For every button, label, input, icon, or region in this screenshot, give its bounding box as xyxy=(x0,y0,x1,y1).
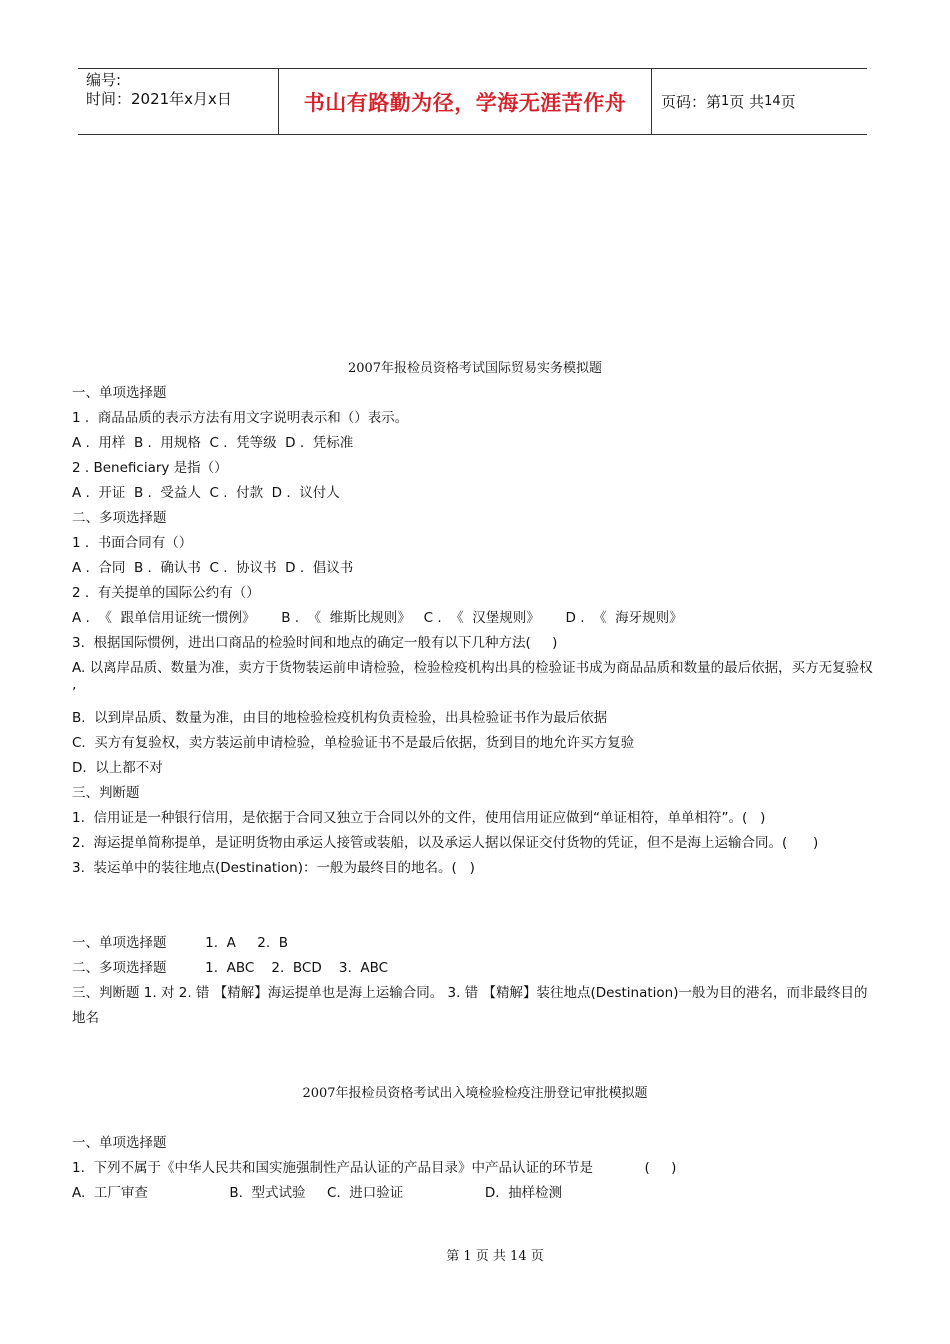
doc2-line: A. 工厂审查 B. 型式试验 C. 进口验证 D. 抽样检测 xyxy=(72,1185,563,1201)
doc2-line: 一、单项选择题 xyxy=(72,1135,167,1151)
doc1-line: 2 . Beneficiary 是指（） xyxy=(72,460,228,476)
doc1-line: 1 . 书面合同有（） xyxy=(72,535,193,551)
doc1-line: 1 . 商品品质的表示方法有用文字说明表示和（）表示。 xyxy=(72,410,409,426)
doc1-line: 3. 装运单中的装往地点(Destination)：一般为最终目的地名。( ) xyxy=(72,860,475,876)
doc-time-label: 时间：2021年x月x日 xyxy=(86,90,232,108)
page-total: 14 xyxy=(764,94,781,109)
doc1-line: 3. 根据国际惯例，进出口商品的检验时间和地点的确定一般有以下几种方法( ) xyxy=(72,635,558,651)
doc-number-label: 编号: xyxy=(86,71,122,89)
answer-line: 一、单项选择题 1. A 2. B xyxy=(72,935,288,951)
page-header xyxy=(78,68,867,135)
answer-judge: 三、判断题 1. 对 2. 错 【精解】海运提单也是海上运输合同。 3. 错 【精解】装往地点(Destination)一般为目的港名，而非最终目的地名 xyxy=(72,985,868,1026)
doc1-line: 一、单项选择题 xyxy=(72,385,167,401)
doc2-line: 1. 下列不属于《中华人民共和国实施强制性产品认证的产品目录》中产品认证的环节是 ( ) xyxy=(72,1160,677,1176)
doc1-option-a: A. 以离岸品质、数量为准，卖方于货物装运前申请检验，检验检疫机构出具的检验证书成为商品品质和数量的最后依据，买方无复验权 ’ xyxy=(72,660,873,701)
header-page-info xyxy=(652,69,867,134)
doc1-line: A . 用样 B . 用规格 C . 凭等级 D . 凭标准 xyxy=(72,435,354,451)
doc1-line: 2 . 有关提单的国际公约有（） xyxy=(72,585,260,601)
doc1-line: A . 《 跟单信用证统一惯例》 B . 《 维斯比规则》 C . 《 汉堡规则》 D . 《 海牙规则》 xyxy=(72,610,683,626)
doc2-title: 2007年报检员资格考试出入境检验检疫注册登记审批模拟题 xyxy=(302,1086,648,1101)
doc1-line: D. 以上都不对 xyxy=(72,760,163,776)
header-motto-cell xyxy=(279,69,652,134)
page-label: 页码：第 xyxy=(661,93,722,111)
page-end: 页 xyxy=(780,93,796,111)
doc2-lines xyxy=(72,1131,878,1206)
doc1-line: A . 合同 B . 确认书 C . 协议书 D . 倡议书 xyxy=(72,560,354,576)
page-footer: 第 1 页 共 14 页 xyxy=(446,1249,544,1264)
page-mid: 页 共 xyxy=(729,93,765,111)
doc1-line: 1. 信用证是一种银行信用，是依据于合同又独立于合同以外的文件，使用信用证应做到“单证相符，单单相符”。( ) xyxy=(72,810,766,826)
doc1-line: 三、判断题 xyxy=(72,785,140,801)
header-info xyxy=(78,69,279,134)
answer-line: 二、多项选择题 1. ABC 2. BCD 3. ABC xyxy=(72,960,389,976)
doc1-line: B. 以到岸品质、数量为准，由目的地检验检疫机构负责检验，出具检验证书作为最后依据 xyxy=(72,710,608,726)
doc1-title: 2007年报检员资格考试国际贸易实务模拟题 xyxy=(347,361,603,376)
doc1-line: 2. 海运提单简称提单，是证明货物由承运人接管或装船，以及承运人据以保证交付货物的凭证，但不是海上运输合同。( ) xyxy=(72,835,819,851)
answers-block xyxy=(72,931,878,1031)
doc1-line: A . 开证 B . 受益人 C . 付款 D . 议付人 xyxy=(72,485,340,501)
doc1-lines xyxy=(72,381,878,881)
doc1-line: 二、多项选择题 xyxy=(72,510,167,526)
header-motto: 书山有路勤为径，学海无涯苦作舟 xyxy=(303,90,627,115)
doc1-line: C. 买方有复验权，卖方装运前申请检验，单检验证书不是最后依据，货到目的地允许买方复验 xyxy=(72,735,635,751)
document-body xyxy=(72,356,878,1206)
page-current: 1 xyxy=(721,94,730,109)
